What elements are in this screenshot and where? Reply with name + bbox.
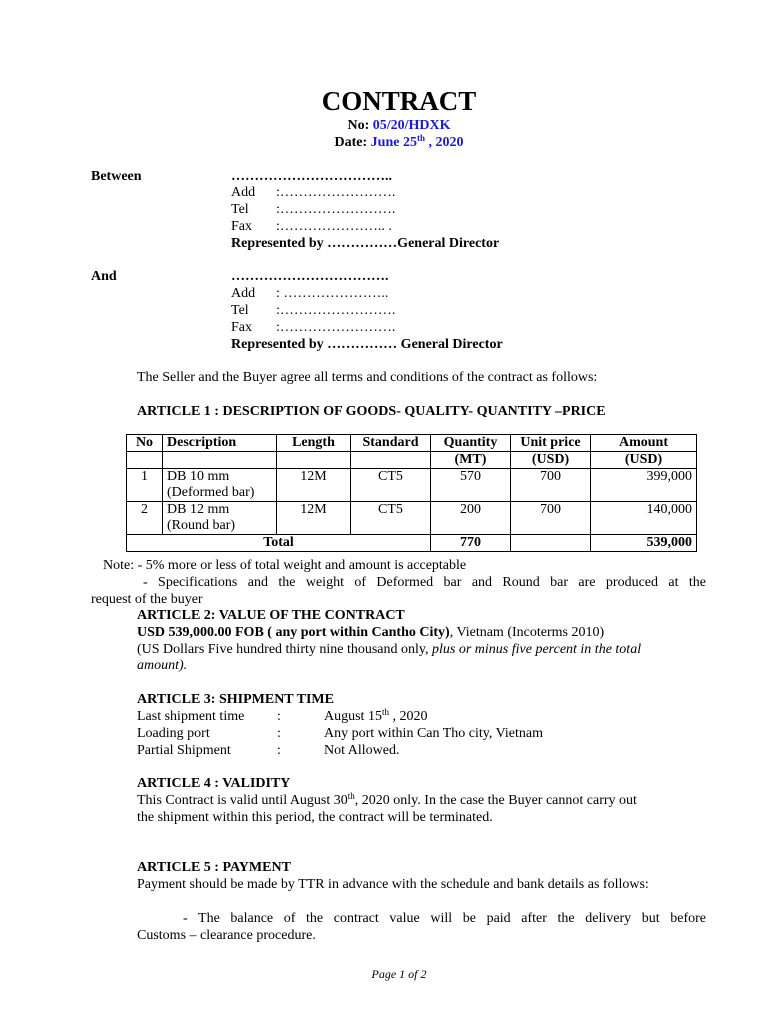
goods-table [126, 434, 697, 552]
table-row [127, 469, 697, 502]
header-length: Length [277, 435, 351, 452]
contract-value: USD 539,000.00 FOB ( any port within Cantho City), Vietnam (Incoterms 2010) [137, 625, 605, 640]
party-b-name: ……………………………. [231, 269, 389, 284]
party-b-representative: Represented by …………… General Director [231, 337, 503, 352]
contract-title: CONTRACT [321, 86, 477, 116]
shipment-label: Partial Shipment [137, 743, 231, 758]
header-quantity: Quantity [431, 435, 511, 452]
contract-number-value: 05/20/HDXK [372, 118, 451, 133]
row-no: 1 [127, 469, 163, 502]
page-number: Page 1 of 2 [371, 967, 427, 981]
party-b-add-label: Add [231, 286, 256, 301]
shipment-value: Not Allowed. [324, 743, 400, 758]
contract-value-words-continued: amount). [137, 658, 188, 673]
contract-number [0, 118, 768, 134]
row-amount: 140,000 [591, 502, 697, 535]
total-unit-price-empty [511, 535, 591, 552]
row-no: 2 [127, 502, 163, 535]
article-2-title: ARTICLE 2: VALUE OF THE CONTRACT [137, 608, 405, 623]
row-standard: CT5 [351, 502, 431, 535]
shipment-sep: : [277, 709, 281, 724]
intro-paragraph: The Seller and the Buyer agree all terms and conditions of the contract as follows: [137, 370, 598, 385]
contract-date-value: June 25th , 2020 [370, 133, 464, 150]
article-1-title: ARTICLE 1 : DESCRIPTION OF GOODS- QUALITY- QUANTITY –PRICE [137, 404, 606, 419]
payment-line-3: Customs – clearance procedure. [137, 928, 316, 943]
party-a-add-value: :……………………. [276, 185, 396, 200]
article-3-title: ARTICLE 3: SHIPMENT TIME [137, 692, 334, 707]
table-row [127, 502, 697, 535]
row-quantity: 570 [431, 469, 511, 502]
validity-line-2: the shipment within this period, the contract will be terminated. [137, 810, 493, 825]
party-a-tel-value: :……………………. [276, 202, 396, 217]
payment-line-2: - The balance of the contract value will be paid after the delivery but before [183, 911, 706, 926]
party-a-name: …………………………….. [231, 169, 392, 184]
row-quantity: 200 [431, 502, 511, 535]
shipment-value: August 15th , 2020 [324, 707, 428, 724]
shipment-label: Last shipment time [137, 709, 245, 724]
contract-date-label: Date: [334, 135, 368, 150]
total-quantity: 770 [431, 535, 511, 552]
note-1: Note: - 5% more or less of total weight and amount is acceptable [103, 558, 467, 573]
row-unit-price: 700 [511, 502, 591, 535]
payment-line-1: Payment should be made by TTR in advance with the schedule and bank details as follows: [137, 877, 649, 892]
shipment-label: Loading port [137, 726, 210, 741]
party-a-label: Between [91, 169, 142, 184]
table-total-row [127, 535, 697, 552]
party-a-fax-label: Fax [231, 219, 252, 234]
header-amount-unit: (USD) [591, 452, 697, 469]
party-b-tel-label: Tel [231, 303, 249, 318]
contract-date [0, 135, 768, 151]
shipment-sep: : [277, 726, 281, 741]
row-unit-price: 700 [511, 469, 591, 502]
row-length: 12M [277, 502, 351, 535]
party-a-representative: Represented by ……………General Director [231, 236, 500, 251]
party-b-tel-value: :……………………. [276, 303, 396, 318]
article-4-title: ARTICLE 4 : VALIDITY [137, 776, 291, 791]
table-header-units-row [127, 452, 697, 469]
table-header-row [127, 435, 697, 452]
article-5-title: ARTICLE 5 : PAYMENT [137, 860, 291, 875]
party-b-fax-value: :……………………. [276, 320, 396, 335]
total-label: Total [127, 535, 431, 552]
header-no: No [127, 435, 163, 452]
shipment-sep: : [277, 743, 281, 758]
header-standard: Standard [351, 435, 431, 452]
contract-number-label: No: [347, 118, 370, 133]
header-quantity-unit: (MT) [431, 452, 511, 469]
party-a-tel-label: Tel [231, 202, 249, 217]
shipment-value: Any port within Can Tho city, Vietnam [324, 726, 543, 741]
party-b-fax-label: Fax [231, 320, 252, 335]
row-standard: CT5 [351, 469, 431, 502]
party-b-label: And [91, 269, 117, 284]
party-a-add-label: Add [231, 185, 256, 200]
header-amount: Amount [591, 435, 697, 452]
header-unit-price-unit: (USD) [511, 452, 591, 469]
header-unit-price: Unit price [511, 435, 591, 452]
total-amount: 539,000 [591, 535, 697, 552]
validity-line-1: This Contract is valid until August 30th, 2020 only. In the case the Buyer cannot carry out [137, 791, 637, 808]
row-description: DB 12 mm (Round bar) [163, 502, 277, 535]
header-description: Description [163, 435, 277, 452]
row-description: DB 10 mm (Deformed bar) [163, 469, 277, 502]
note-2-continued: request of the buyer [91, 592, 203, 607]
note-2: - Specifications and the weight of Deformed bar and Round bar are produced at the [143, 575, 706, 590]
party-b-add-value: : ………………….. [276, 286, 389, 301]
row-length: 12M [277, 469, 351, 502]
party-a-fax-value: :………………….. . [276, 219, 392, 234]
row-amount: 399,000 [591, 469, 697, 502]
contract-value-words: (US Dollars Five hundred thirty nine thousand only, plus or minus five percent in the total [137, 642, 642, 657]
